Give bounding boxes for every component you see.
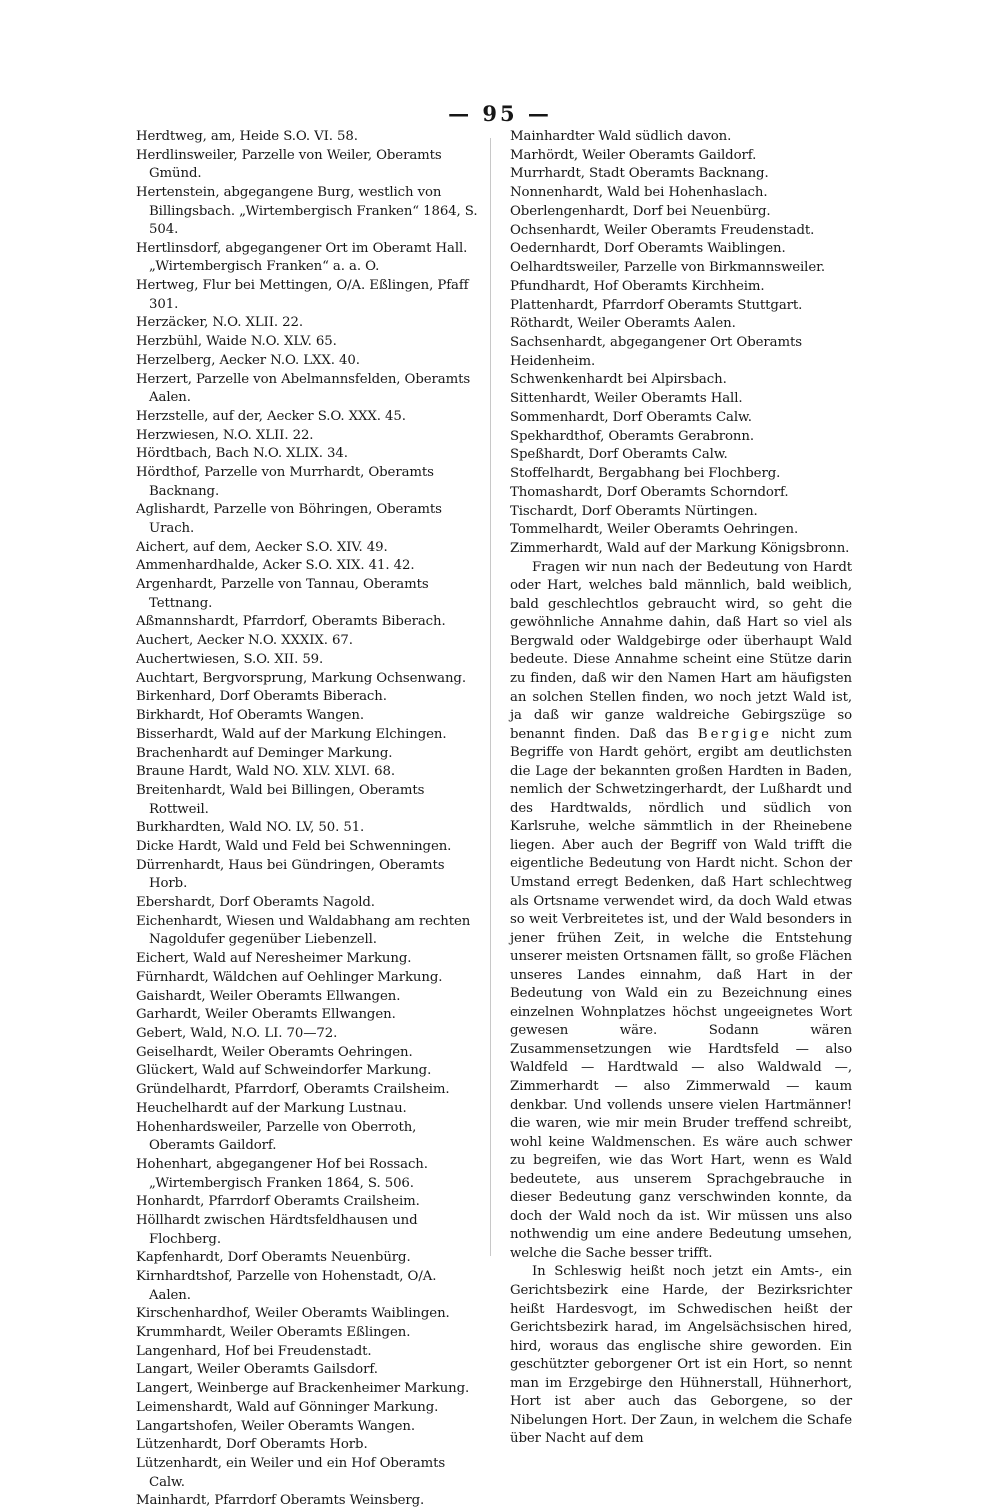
left-column-entry: Eichenhardt, Wiesen und Waldabhang am rechten Nagoldufer gegenüber Liebenzell. [136, 913, 471, 948]
right-column-entry: Oelhardtsweiler, Parzelle von Birkmannsweiler. [510, 260, 826, 276]
left-column-entry: Burkhardten, Wald NO. LV, 50. 51. [136, 820, 365, 836]
right-column-entry: Pfundhardt, Hof Oberamts Kirchheim. [510, 278, 765, 294]
left-column-entry: Breitenhardt, Wald bei Billingen, Oberamts Rottweil. [136, 783, 425, 817]
left-column-entry: Glückert, Wald auf Schweindorfer Markung. [136, 1063, 432, 1079]
right-column-entry: Murrhardt, Stadt Oberamts Backnang. [510, 166, 769, 182]
left-column-entry: Fürnhardt, Wäldchen auf Oehlinger Markung. [136, 969, 443, 985]
left-column-entry: Hertlinsdorf, abgegangener Ort im Oberamt Hall. „Wirtembergisch Franken“ a. a. O. [136, 240, 468, 275]
left-column-entry: Brachenhardt auf Deminger Markung. [136, 745, 393, 761]
right-column-entry: Sachsenhardt, abgegangener Ort Oberamts Heidenheim. [510, 335, 802, 369]
left-column-entry: Herzäcker, N.O. XLII. 22. [136, 315, 303, 331]
left-column-entry: Aßmannshardt, Pfarrdorf, Oberamts Biberach. [136, 614, 446, 630]
left-column-entry: Leimenshardt, Wald auf Gönninger Markung. [136, 1399, 439, 1415]
left-column-entry: Dicke Hardt, Wald und Feld bei Schwenningen. [136, 839, 452, 855]
left-column-entry: Hördthof, Parzelle von Murrhardt, Oberamts Backnang. [136, 465, 434, 499]
left-column-entry: Herdlinsweiler, Parzelle von Weiler, Oberamts Gmünd. [136, 147, 442, 182]
left-column-entry: Aglishardt, Parzelle von Böhringen, Oberamts Urach. [136, 502, 442, 536]
left-column-entry: Mainhardt, Pfarrdorf Oberamts Weinsberg. [136, 1493, 425, 1509]
paragraph-1-text-before: Fragen wir nun nach der Bedeutung von Hardt oder Hart, welches bald männlich, bald weiblich, bald geschlechtlos gebraucht wird, so geht die gewöhnliche Annahme dahin, daß Hart so viel als Bergwald oder Waldgebirge oder überhaupt Wald bedeute. Diese Annahme scheint eine Stütze darin zu finden, daß wir den Namen Hart am häufigsten an solchen Stellen finden, wo noch jetzt Wald ist, ja daß wir ganze waldreiche Gebirgszüge so benannt finden. Daß das [510, 559, 852, 742]
right-column-entry: Oberlengenhardt, Dorf bei Neuenbürg. [510, 203, 771, 219]
right-column-entry: Zimmerhardt, Wald auf der Markung Königsbronn. [510, 540, 850, 556]
right-column-entry: Nonnenhardt, Wald bei Hohenhaslach. [510, 185, 768, 201]
left-column-entry: Braune Hardt, Wald NO. XLV. XLVI. 68. [136, 764, 396, 780]
left-column-entry: Lützenhardt, ein Weiler und ein Hof Oberamts Calw. [136, 1456, 446, 1490]
column-divider [490, 138, 491, 1256]
right-column-entry: Tischardt, Dorf Oberamts Nürtingen. [510, 503, 758, 519]
right-column-entry: Thomashardt, Dorf Oberamts Schorndorf. [510, 484, 789, 500]
left-column-entry: Herzelberg, Aecker N.O. LXX. 40. [136, 352, 360, 368]
left-column-entry: Birkenhard, Dorf Oberamts Biberach. [136, 689, 387, 705]
left-column-entry: Krummhardt, Weiler Oberamts Eßlingen. [136, 1325, 411, 1340]
left-column-entry: Herzstelle, auf der, Aecker S.O. XXX. 45. [136, 408, 406, 424]
right-column-entry: Schwenkenhardt bei Alpirsbach. [510, 372, 727, 388]
right-column-entry: Speßhardt, Dorf Oberamts Calw. [510, 447, 728, 463]
left-column-entry: Gründelhardt, Pfarrdorf, Oberamts Crailsheim. [136, 1082, 450, 1098]
right-column-entry: Oedernhardt, Dorf Oberamts Waiblingen. [510, 241, 786, 257]
left-column [136, 128, 481, 1511]
right-column-entry: Marhördt, Weiler Oberamts Gaildorf. [510, 147, 757, 163]
right-column-entry: Tommelhardt, Weiler Oberamts Oehringen. [510, 522, 799, 538]
left-column-entry: Auchtart, Bergvorsprung, Markung Ochsenwang. [136, 670, 466, 686]
right-column-entry: Plattenhardt, Pfarrdorf Oberamts Stuttgart. [510, 297, 803, 313]
left-column-entry: Dürrenhardt, Haus bei Gündringen, Oberamts Horb. [136, 857, 445, 892]
right-column-entry: Stoffelhardt, Bergabhang bei Flochberg. [510, 466, 781, 482]
left-column-entry: Heuchelhardt auf der Markung Lustnau. [136, 1100, 407, 1116]
left-column-entry: Langart, Weiler Oberamts Gailsdorf. [136, 1362, 378, 1378]
left-column-entry: Gaishardt, Weiler Oberamts Ellwangen. [136, 988, 401, 1004]
right-column-entry: Röthardt, Weiler Oberamts Aalen. [510, 316, 736, 332]
paragraph-hardt-meaning [510, 559, 852, 1264]
left-column-entry: Langartshofen, Weiler Oberamts Wangen. [136, 1418, 416, 1434]
left-column-entry: Bisserhardt, Wald auf der Markung Elchingen. [136, 726, 447, 742]
left-column-entry: Ammenhardhalde, Acker S.O. XIX. 41. 42. [136, 558, 415, 574]
left-column-entry: Langert, Weinberge auf Brackenheimer Markung. [136, 1381, 470, 1397]
left-column-entry: Argenhardt, Parzelle von Tannau, Oberamts Tettnang. [136, 577, 429, 611]
right-column-entries [510, 128, 852, 559]
left-column-entry: Gebert, Wald, N.O. LI. 70—72. [136, 1026, 338, 1041]
left-column-entry: Ebershardt, Dorf Oberamts Nagold. [136, 895, 375, 911]
left-column-entry: Eichert, Wald auf Neresheimer Markung. [136, 951, 412, 967]
paragraph-schleswig: In Schleswig heißt noch jetzt ein Amts-, ein Gerichtsbezirk eine Harde, der Bezirksrichter heißt Hardesvogt, im Schwedischen heißt der Gerichtsbezirk harad, im Angelsächsischen hired, hird, woraus das englische shire geworden. Ein geschützter geborgener Ort ist ein Hort, so nennt man im Erzgebirge den Hühnerstall, Hühnerhort, Hort ist aber auch das Geborgene, so der Nibelungen Hort. Der Zaun, in welchem die Schafe über Nacht auf dem [510, 1264, 852, 1447]
right-column-entry: Sittenhardt, Weiler Oberamts Hall. [510, 391, 743, 407]
page-number: — 95 — [448, 101, 552, 126]
left-column-entry: Hördtbach, Bach N.O. XLIX. 34. [136, 446, 348, 462]
left-column-entry: Herdtweg, am, Heide S.O. VI. 58. [136, 129, 358, 144]
left-column-entry: Birkhardt, Hof Oberamts Wangen. [136, 708, 364, 724]
left-column-entry: Hohenhardsweiler, Parzelle von Oberroth, Oberamts Gaildorf. [136, 1119, 417, 1154]
left-column-entry: Herzwiesen, N.O. XLII. 22. [136, 427, 314, 443]
left-column-entry: Aichert, auf dem, Aecker S.O. XIV. 49. [136, 539, 388, 555]
left-column-entry: Herzbühl, Waide N.O. XLV. 65. [136, 334, 337, 350]
right-column-entry: Sommenhardt, Dorf Oberamts Calw. [510, 409, 752, 425]
right-column [510, 128, 852, 1449]
left-column-entry: Auchert, Aecker N.O. XXXIX. 67. [136, 633, 353, 649]
left-column-entry: Herzert, Parzelle von Abelmannsfelden, Oberamts Aalen. [136, 371, 471, 406]
left-column-entry: Kirnhardtshof, Parzelle von Hohenstadt, O/A. Aalen. [136, 1268, 437, 1303]
right-column-entry: Ochsenhardt, Weiler Oberamts Freudenstadt. [510, 222, 815, 238]
left-column-entry: Lützenhardt, Dorf Oberamts Horb. [136, 1437, 368, 1453]
paragraph-1-spaced-word: Bergige [697, 726, 772, 742]
left-column-entry: Honhardt, Pfarrdorf Oberamts Crailsheim. [136, 1194, 420, 1210]
left-column-entry: Kapfenhardt, Dorf Oberamts Neuenbürg. [136, 1250, 411, 1266]
right-column-entry: Mainhardter Wald südlich davon. [510, 129, 732, 144]
paragraph-1-text-after: nicht zum Begriffe von Hardt gehört, ergibt am deutlichsten die Lage der bekannten großen Hardten in Baden, nemlich der Schwetzingerhardt, der Lußhardt und des Hardtwalds, nördlich und südlich von Karlsruhe, welche sämmtlich in der Rheinebene liegen. Aber auch der Begriff von Wald trifft die eigentliche Bedeutung von Hardt nicht. Schon der Umstand erregt Bedenken, daß Hart schlechtweg als Ortsname verwendet wird, da doch Wald etwas so weit Verbreitetes ist, und der Wald besonders in jener frühen Zeit, in welche die Entstehung unserer meisten Ortsnamen fällt, so große Flächen unseres Landes einnahm, daß Hart in der Bedeutung von Wald ein zu Bezeichnung eines einzelnen Wohnplatzes höchst ungeeignetes Wort gewesen wäre. Sodann wären Zusammensetzungen wie Hardtsfeld — also Waldfeld — Hardtwald — also Waldwald —, Zimmerhardt — also Zimmerwald — kaum denkbar. Und vollends unsere vielen Hartmänner! die waren, wie mir mein Bruder treffend schreibt, wohl keine Waldmenschen. Es wäre auch schwer zu begreifen, wie das Wort Hart, wenn es Wald bedeutete, aus unserem Sprachgebrauche in dieser Bedeutung ganz verschwinden konnte, da doch der Wald noch da ist. Wir müssen uns also nothwendig um eine andere Bedeutung umsehen, welche die Sache besser trifft. [510, 726, 852, 1261]
left-column-entry: Langenhard, Hof bei Freudenstadt. [136, 1343, 372, 1359]
left-column-entry: Hertenstein, abgegangene Burg, westlich von Billingsbach. „Wirtembergisch Franken“ 1864, S. 504. [136, 185, 478, 238]
right-column-entry: Spekhardthof, Oberamts Gerabronn. [510, 428, 754, 444]
left-column-entry: Hohenhart, abgegangener Hof bei Rossach. „Wirtembergisch Franken 1864, S. 506. [136, 1156, 428, 1191]
left-column-entry: Höllhardt zwischen Härdtsfeldhausen und Flochberg. [136, 1212, 418, 1247]
left-column-entry: Hertweg, Flur bei Mettingen, O/A. Eßlingen, Pfaff 301. [136, 278, 469, 312]
left-column-entry: Auchertwiesen, S.O. XII. 59. [136, 651, 324, 667]
left-column-entry: Geiselhardt, Weiler Oberamts Oehringen. [136, 1044, 413, 1060]
left-column-entry: Kirschenhardhof, Weiler Oberamts Waiblingen. [136, 1306, 450, 1322]
left-column-entry: Garhardt, Weiler Oberamts Ellwangen. [136, 1007, 396, 1023]
